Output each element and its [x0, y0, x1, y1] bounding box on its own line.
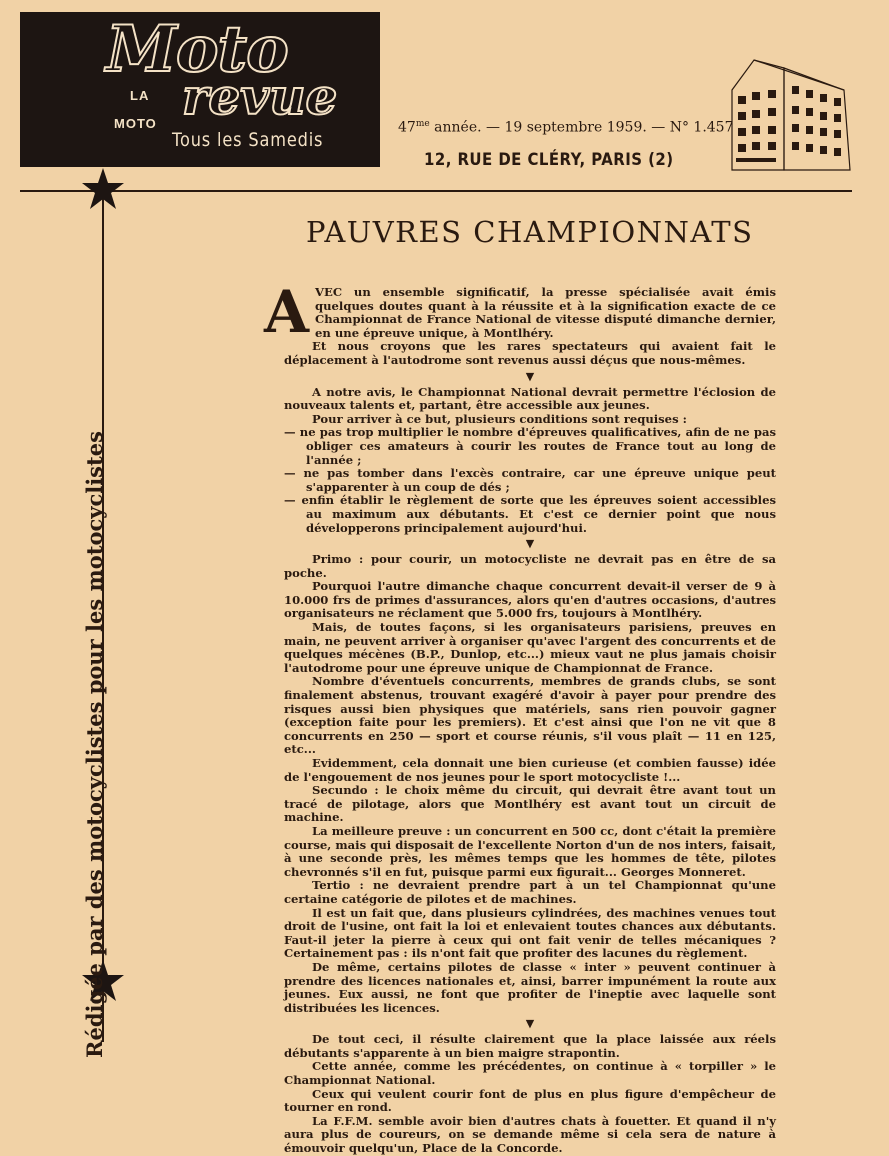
building-illustration	[724, 50, 856, 172]
logo-la-text: LA	[130, 88, 150, 103]
article-paragraph	[264, 278, 776, 346]
article-paragraph: Primo : pour courir, un motocycliste ne devrait pas en être de sa poche.	[284, 552, 776, 580]
article-body	[264, 278, 776, 1156]
article-paragraph: Nombre d'éventuels concurrents, membres de grands clubs, se sont finalement abstenus, trouvant exagéré d'avoir à payer pour prendre des risques aussi bien physiques que matériels, sans rien pouvoir gagner (exception faite pour les premiers). Et c'est ainsi que l'on ne vit que 8 concurrents en 250 — sport et course réunis, s'il vous plaît — 11 en 125, etc...	[284, 674, 776, 757]
article-list-item: — enfin établir le règlement de sorte que les épreuves soient accessibles au maximum aux débutants. Et c'est ce dernier point que nous développerons principalement aujourd'hui.	[284, 493, 776, 535]
article-paragraph: De même, certains pilotes de classe « inter » peuvent continuer à prendre des licences nationales et, ainsi, barrer impunément la route aux jeunes. Eux aussi, ne font que profiter de l'ineptie avec laquelle sont distribuées les licences.	[284, 959, 776, 1015]
article-paragraph: La meilleure preuve : un concurrent en 500 cc, dont c'était la première course, mais qui disposait de l'excellente Norton d'un de nos inters, faisait, à une seconde près, les mêmes temps que les hommes de tête, pilotes chevronnés s'il en fut, puisque parmi eux figurait... Georges Monneret.	[284, 823, 776, 879]
logo-moto-text: Moto	[106, 12, 288, 87]
article-title: PAUVRES CHAMPIONNATS	[306, 215, 754, 249]
article-paragraph: Tertio : ne devraient prendre part à un tel Championnat qu'une certaine catégorie de pilotes et de machines.	[284, 878, 776, 906]
star-ornament-top-icon	[80, 166, 126, 212]
section-separator-icon: ▼	[525, 537, 535, 551]
tagline: Tous les Samedis	[172, 129, 324, 151]
logo-revue-text: revue	[182, 67, 338, 126]
header-rule	[20, 190, 852, 192]
issue-year-suffix: me	[415, 119, 430, 129]
logo-moto-small-text: MOTO	[114, 116, 157, 131]
article-paragraph: Il est un fait que, dans plusieurs cylindrées, des machines venues tout droit de l'usine, ont fait la loi et enlevaient toutes chances aux débutants. Faut-il jeter la pierre à ceux qui ont fait venir de telles mécaniques ? Certainement pas : ils n'ont fait que profiter des lacunes du règlement.	[284, 905, 776, 961]
article-paragraph: Et nous croyons que les rares spectateurs qui avaient fait le déplacement à l'autodrome sont revenus aussi déçus que nous-mêmes.	[284, 339, 776, 367]
article-paragraph: Pour arriver à ce but, plusieurs conditions sont requises :	[312, 411, 687, 426]
article-paragraph: A notre avis, le Championnat National devrait permettre l'éclosion de nouveaux talents et, partant, être accessible aux jeunes.	[284, 384, 776, 413]
issue-line	[398, 119, 734, 136]
issue-year-number: 47	[398, 119, 416, 136]
article-paragraph: Cette année, comme les précédentes, on continue à « torpiller » le Championnat National.	[284, 1059, 776, 1088]
article-list-item: — ne pas trop multiplier le nombre d'épreuves qualificatives, afin de ne pas obliger ces amateurs à courir les routes de France tout au long de l'année ;	[284, 425, 776, 467]
paragraph-text: VEC un ensemble significatif, la presse spécialisée avait émis quelques doutes quant à la réussite et à la signification exacte de ce Championnat de France National de vitesse disputé dimanche dernier, en une épreuve unique, à Montlhéry.	[315, 285, 776, 340]
article-paragraph: Secundo : le choix même du circuit, qui devrait être avant tout un tracé de pilotage, alors que Montlhéry est avant tout un circuit de machine.	[284, 783, 776, 825]
article-paragraph: Evidemment, cela donnait une bien curieuse (et combien fausse) idée de l'engouement de nos jeunes pour le sport motocycliste !...	[284, 756, 776, 784]
dropcap: A	[264, 278, 310, 346]
article-list-item: — ne pas tomber dans l'excès contraire, car une épreuve unique peut s'apparenter à un coup de dés ;	[284, 466, 776, 494]
article-paragraph: Ceux qui veulent courir font de plus en plus figure d'empêcheur de tourner en rond.	[284, 1086, 776, 1115]
article-paragraph: La F.F.M. semble avoir bien d'autres chats à fouetter. Et quand il n'y aura plus de coureurs, on se demande même si cela sera de nature à émouvoir quelqu'un, Place de la Concorde.	[284, 1113, 776, 1156]
article-paragraph: Mais, de toutes façons, si les organisateurs parisiens, preuves en main, ne peuvent arriver à organiser qu'avec l'argent des concurrents et de quelques mécènes (B.P., Dunlop, etc...) mieux vaut ne plus jamais choisir l'autodrome pour une épreuve unique de Championnat de France.	[284, 620, 776, 675]
issue-date-number: année. — 19 septembre 1959. — N° 1.457	[434, 119, 734, 136]
article-paragraph: De tout ceci, il résulte clairement que la place laissée aux réels débutants s'apparente à un bien maigre strapontin.	[284, 1032, 776, 1060]
address: 12, RUE DE CLÉRY, PARIS (2)	[424, 150, 674, 170]
section-separator-icon: ▼	[525, 1017, 535, 1031]
masthead-logo	[20, 12, 380, 167]
article-paragraph: Pourquoi l'autre dimanche chaque concurrent devait-il verser de 9 à 10.000 frs de primes d'assurances, alors qu'en d'autres occasions, d'autres organisateurs ne réclament que 5.000 frs, toujours à Montlhéry.	[284, 579, 776, 621]
section-separator-icon: ▼	[525, 369, 535, 383]
sidebar-slogan: Rédigée par des motocyclistes pour les motocyclistes	[82, 431, 107, 1058]
